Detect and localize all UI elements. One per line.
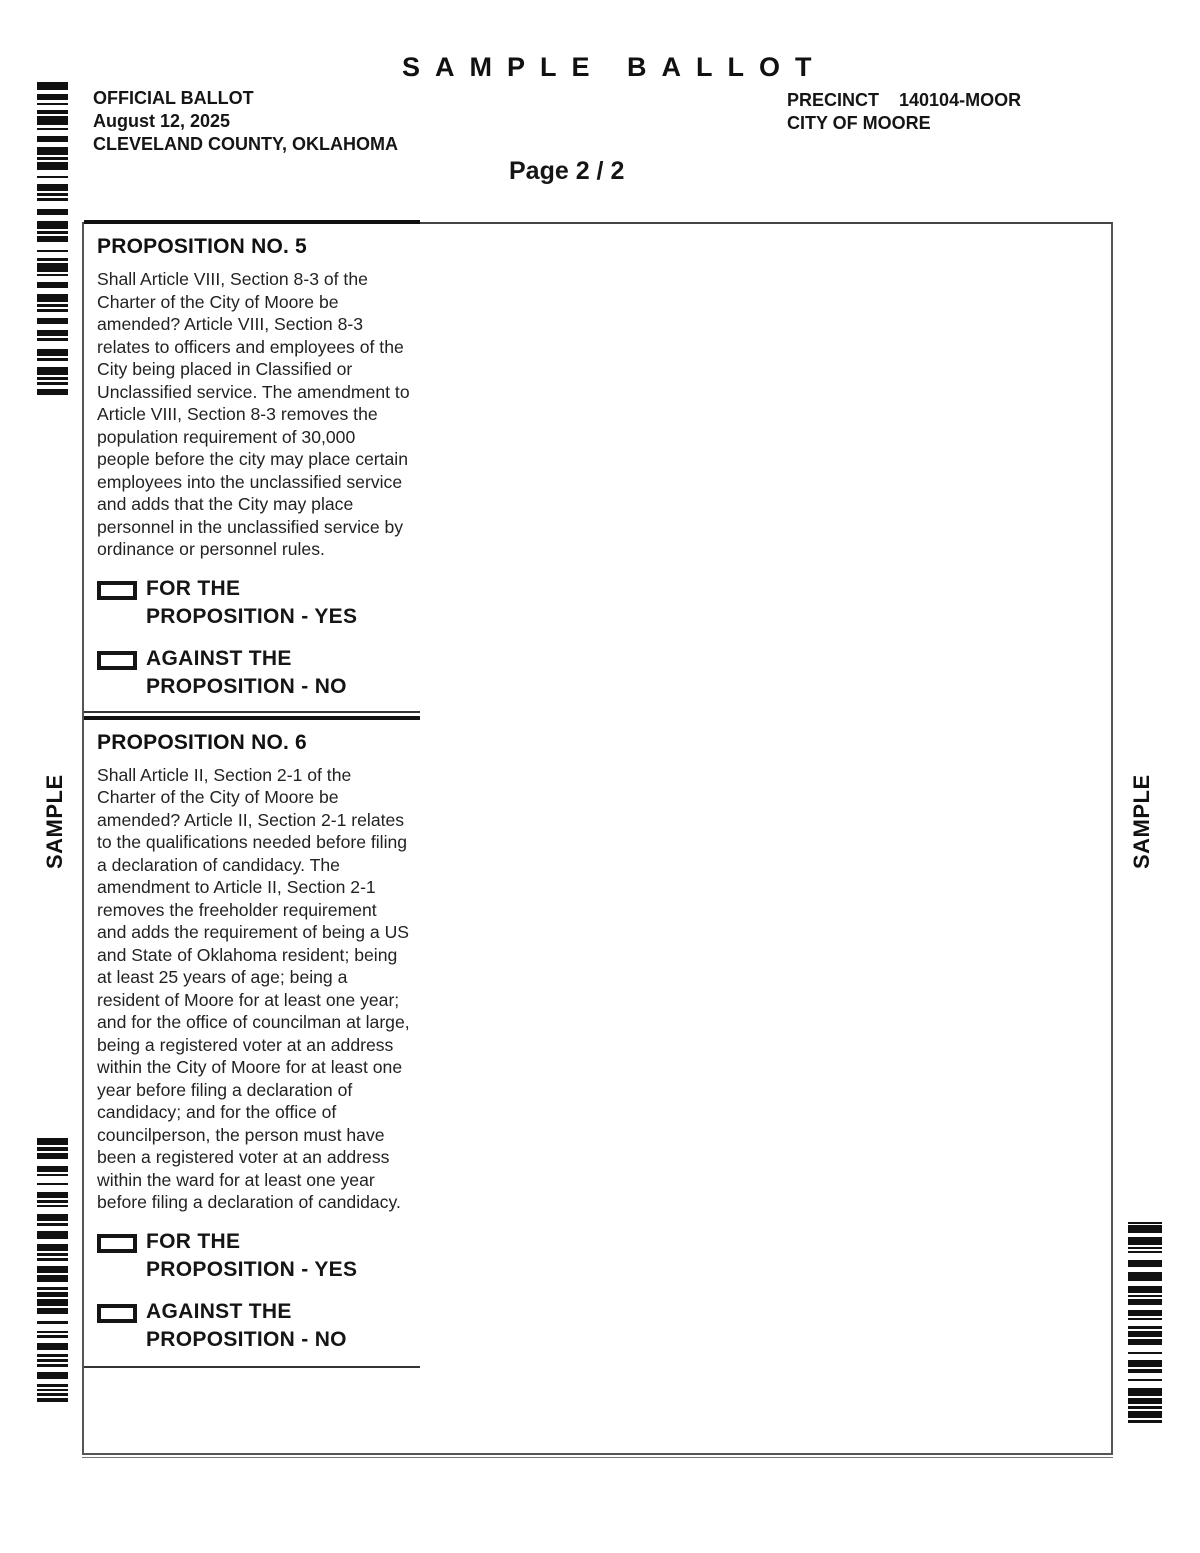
side-label-left: SAMPLE — [42, 774, 67, 869]
barcode-bottom-right — [1128, 1222, 1162, 1460]
contest-text: Shall Article II, Section 2-1 of the Charter of the City of Moore be amended? Article II, Section 2-1 relates to the qualifications needed before filing a declaration of candidacy. The amendment to Article II, Section 2-1 removes the freeholder requirement and adds the requirement of being a US and State of Oklahoma resident; being at least 25 years of age; being a resident of Moore for at least one year; and for the office of councilman at large, being a registered voter at an address within the City of Moore for at least one year before filing a declaration of candidacy; and for the office of councilperson, the person must have been a registered voter at an address within the ward for at least one year before filing a declaration of candidacy. — [97, 764, 410, 1212]
vote-target-box[interactable] — [97, 581, 137, 600]
contest-title: PROPOSITION NO. 5 — [97, 235, 307, 258]
option-label — [146, 1298, 347, 1354]
ballot-header-right — [787, 89, 1021, 135]
ballot-header-left — [93, 87, 398, 156]
vote-target-box[interactable] — [97, 651, 137, 670]
option-label-line2: PROPOSITION - YES — [146, 604, 358, 628]
option-against-proposition-no[interactable] — [97, 1298, 410, 1354]
option-label-line2: PROPOSITION - YES — [146, 1257, 358, 1281]
contest-proposition-5 — [84, 224, 420, 701]
contest-column — [84, 220, 420, 1368]
jurisdiction-label: CITY OF MOORE — [787, 113, 931, 133]
page-number: Page 2 / 2 — [509, 157, 625, 185]
option-label-line1: AGAINST THE — [146, 646, 292, 670]
precinct-label: PRECINCT — [787, 90, 880, 110]
county-label: CLEVELAND COUNTY, OKLAHOMA — [93, 134, 398, 154]
contest-separator — [84, 711, 420, 720]
column-bottom-rule — [84, 1366, 420, 1368]
vote-target-box[interactable] — [97, 1304, 137, 1323]
contest-text: Shall Article VIII, Section 8-3 of the Charter of the City of Moore be amended? Article VIII, Section 8-3 relates to officers and employees of the City being placed in Classified or Unclassified service. The amendment to Article VIII, Section 8-3 removes the population requirement of 30,000 people before the city may place certain employees into the unclassified service and adds that the City may place personnel in the unclassified service by ordinance or personnel rules. — [97, 269, 410, 559]
barcode-bottom-left — [37, 1138, 68, 1460]
option-label-line2: PROPOSITION - NO — [146, 1327, 347, 1351]
option-for-proposition-yes[interactable] — [97, 575, 410, 631]
option-against-proposition-no[interactable] — [97, 645, 410, 701]
vote-target-box[interactable] — [97, 1234, 137, 1253]
precinct-value: 140104-MOOR — [899, 90, 1022, 110]
option-label — [146, 575, 357, 631]
option-label — [146, 1228, 357, 1284]
option-label-line1: FOR THE — [146, 576, 241, 600]
option-label-line1: AGAINST THE — [146, 1299, 292, 1323]
barcode-top-left — [37, 82, 68, 445]
official-ballot-label: OFFICIAL BALLOT — [93, 88, 254, 108]
contest-title: PROPOSITION NO. 6 — [97, 730, 307, 754]
side-label-right: SAMPLE — [1129, 774, 1154, 869]
ballot-title: SAMPLE BALLOT — [402, 52, 827, 82]
option-for-proposition-yes[interactable] — [97, 1228, 410, 1284]
option-label — [146, 645, 347, 701]
frame-bottom-rule — [82, 1457, 1113, 1458]
contest-proposition-6 — [84, 720, 420, 1354]
option-label-line1: FOR THE — [146, 1229, 241, 1253]
option-label-line2: PROPOSITION - NO — [146, 674, 347, 698]
election-date: August 12, 2025 — [93, 111, 231, 131]
